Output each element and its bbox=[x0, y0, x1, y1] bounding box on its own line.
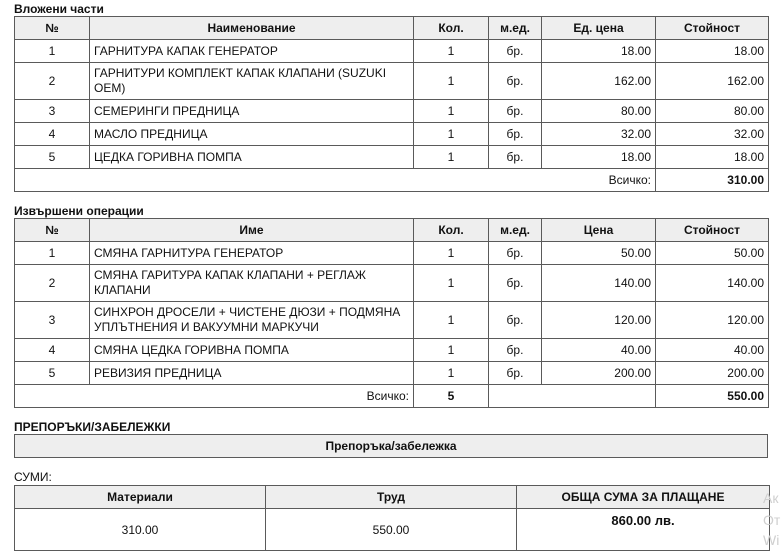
sums-values-row bbox=[15, 509, 770, 551]
materials-header: Материали bbox=[15, 486, 266, 509]
col-unit-header: м.ед. bbox=[489, 219, 542, 242]
row-name: ЦЕДКА ГОРИВНА ПОМПА bbox=[90, 146, 414, 169]
row-unit: бр. bbox=[489, 265, 542, 302]
table-row bbox=[15, 302, 769, 339]
row-num: 5 bbox=[15, 362, 90, 385]
row-cost: 50.00 bbox=[656, 242, 769, 265]
row-price: 140.00 bbox=[542, 265, 656, 302]
row-cost: 140.00 bbox=[656, 265, 769, 302]
row-cost: 18.00 bbox=[656, 40, 769, 63]
col-num-header: № bbox=[15, 17, 90, 40]
row-num: 5 bbox=[15, 146, 90, 169]
ops-header-row bbox=[15, 219, 769, 242]
row-num: 3 bbox=[15, 302, 90, 339]
row-price: 18.00 bbox=[542, 40, 656, 63]
row-qty: 1 bbox=[414, 146, 489, 169]
parts-total-row bbox=[15, 169, 769, 192]
row-cost: 200.00 bbox=[656, 362, 769, 385]
parts-total-label: Всичко: bbox=[15, 169, 656, 192]
row-name: ГАРНИТУРА КАПАК ГЕНЕРАТОР bbox=[90, 40, 414, 63]
row-num: 1 bbox=[15, 242, 90, 265]
row-name: МАСЛО ПРЕДНИЦА bbox=[90, 123, 414, 146]
row-price: 200.00 bbox=[542, 362, 656, 385]
row-cost: 18.00 bbox=[656, 146, 769, 169]
grand-total: 860.00 лв. bbox=[517, 509, 770, 551]
ops-total-label: Всичко: bbox=[15, 385, 414, 408]
row-name: СМЯНА ГАРНИТУРА ГЕНЕРАТОР bbox=[90, 242, 414, 265]
row-price: 162.00 bbox=[542, 63, 656, 100]
ops-total-row bbox=[15, 385, 769, 408]
row-unit: бр. bbox=[489, 146, 542, 169]
row-num: 3 bbox=[15, 100, 90, 123]
row-cost: 80.00 bbox=[656, 100, 769, 123]
row-unit: бр. bbox=[489, 339, 542, 362]
row-num: 4 bbox=[15, 123, 90, 146]
col-num-header: № bbox=[15, 219, 90, 242]
row-price: 80.00 bbox=[542, 100, 656, 123]
row-unit: бр. bbox=[489, 302, 542, 339]
row-qty: 1 bbox=[414, 362, 489, 385]
row-price: 32.00 bbox=[542, 123, 656, 146]
row-cost: 40.00 bbox=[656, 339, 769, 362]
ops-total-value: 550.00 bbox=[656, 385, 769, 408]
row-unit: бр. bbox=[489, 40, 542, 63]
row-name: СМЯНА ГАРИТУРА КАПАК КЛАПАНИ + РЕГЛАЖ КЛАПАНИ bbox=[90, 265, 414, 302]
row-qty: 1 bbox=[414, 100, 489, 123]
row-cost: 120.00 bbox=[656, 302, 769, 339]
row-qty: 1 bbox=[414, 265, 489, 302]
row-name: СМЯНА ЦЕДКА ГОРИВНА ПОМПА bbox=[90, 339, 414, 362]
row-qty: 1 bbox=[414, 123, 489, 146]
row-qty: 1 bbox=[414, 242, 489, 265]
row-num: 2 bbox=[15, 63, 90, 100]
sums-table bbox=[14, 485, 770, 551]
notes-table bbox=[14, 434, 768, 458]
parts-header-row bbox=[15, 17, 769, 40]
row-unit: бр. bbox=[489, 63, 542, 100]
table-row bbox=[15, 242, 769, 265]
row-name: РЕВИЗИЯ ПРЕДНИЦА bbox=[90, 362, 414, 385]
table-row bbox=[15, 63, 769, 100]
table-row bbox=[15, 146, 769, 169]
col-qty-header: Кол. bbox=[414, 219, 489, 242]
col-price-header: Цена bbox=[542, 219, 656, 242]
table-row bbox=[15, 100, 769, 123]
table-row bbox=[15, 339, 769, 362]
row-qty: 1 bbox=[414, 63, 489, 100]
table-row bbox=[15, 40, 769, 63]
row-num: 2 bbox=[15, 265, 90, 302]
row-unit: бр. bbox=[489, 362, 542, 385]
col-unit-header: м.ед. bbox=[489, 17, 542, 40]
row-num: 4 bbox=[15, 339, 90, 362]
sums-label: СУМИ: bbox=[14, 470, 52, 484]
grand-total-header: ОБЩА СУМА ЗА ПЛАЩАНЕ bbox=[517, 486, 770, 509]
notes-section-title: ПРЕПОРЪКИ/ЗАБЕЛЕЖКИ bbox=[14, 420, 171, 434]
row-unit: бр. bbox=[489, 242, 542, 265]
table-row bbox=[15, 265, 769, 302]
row-price: 40.00 bbox=[542, 339, 656, 362]
row-cost: 162.00 bbox=[656, 63, 769, 100]
col-name-header: Наименование bbox=[90, 17, 414, 40]
materials-sum: 310.00 bbox=[15, 509, 266, 551]
col-qty-header: Кол. bbox=[414, 17, 489, 40]
table-row bbox=[15, 362, 769, 385]
watermark-line-2: От bbox=[763, 512, 781, 528]
labor-header: Труд bbox=[266, 486, 517, 509]
row-unit: бр. bbox=[489, 123, 542, 146]
row-qty: 1 bbox=[414, 302, 489, 339]
watermark-line-3: Wi bbox=[763, 532, 780, 548]
col-price-header: Ед. цена bbox=[542, 17, 656, 40]
ops-table bbox=[14, 218, 769, 408]
parts-table bbox=[14, 16, 769, 192]
row-name: СЕМЕРИНГИ ПРЕДНИЦА bbox=[90, 100, 414, 123]
col-cost-header: Стойност bbox=[656, 17, 769, 40]
row-price: 18.00 bbox=[542, 146, 656, 169]
table-row bbox=[15, 123, 769, 146]
row-name: ГАРНИТУРИ КОМПЛЕКТ КАПАК КЛАПАНИ (SUZUKI OEM) bbox=[90, 63, 414, 100]
sums-header-row bbox=[15, 486, 770, 509]
parts-total-value: 310.00 bbox=[656, 169, 769, 192]
row-name: СИНХРОН ДРОСЕЛИ + ЧИСТЕНЕ ДЮЗИ + ПОДМЯНА УПЛЪТНЕНИЯ И ВАКУУМНИ МАРКУЧИ bbox=[90, 302, 414, 339]
ops-section-title: Извършени операции bbox=[14, 204, 144, 218]
notes-header: Препоръка/забележка bbox=[15, 435, 768, 458]
parts-section-title: Вложени части bbox=[14, 2, 104, 16]
row-qty: 1 bbox=[414, 40, 489, 63]
ops-total-spacer bbox=[489, 385, 656, 408]
row-price: 50.00 bbox=[542, 242, 656, 265]
row-num: 1 bbox=[15, 40, 90, 63]
ops-total-qty: 5 bbox=[414, 385, 489, 408]
col-name-header: Име bbox=[90, 219, 414, 242]
col-cost-header: Стойност bbox=[656, 219, 769, 242]
row-unit: бр. bbox=[489, 100, 542, 123]
watermark-line-1: Ак bbox=[763, 490, 779, 506]
row-price: 120.00 bbox=[542, 302, 656, 339]
row-cost: 32.00 bbox=[656, 123, 769, 146]
labor-sum: 550.00 bbox=[266, 509, 517, 551]
row-qty: 1 bbox=[414, 339, 489, 362]
